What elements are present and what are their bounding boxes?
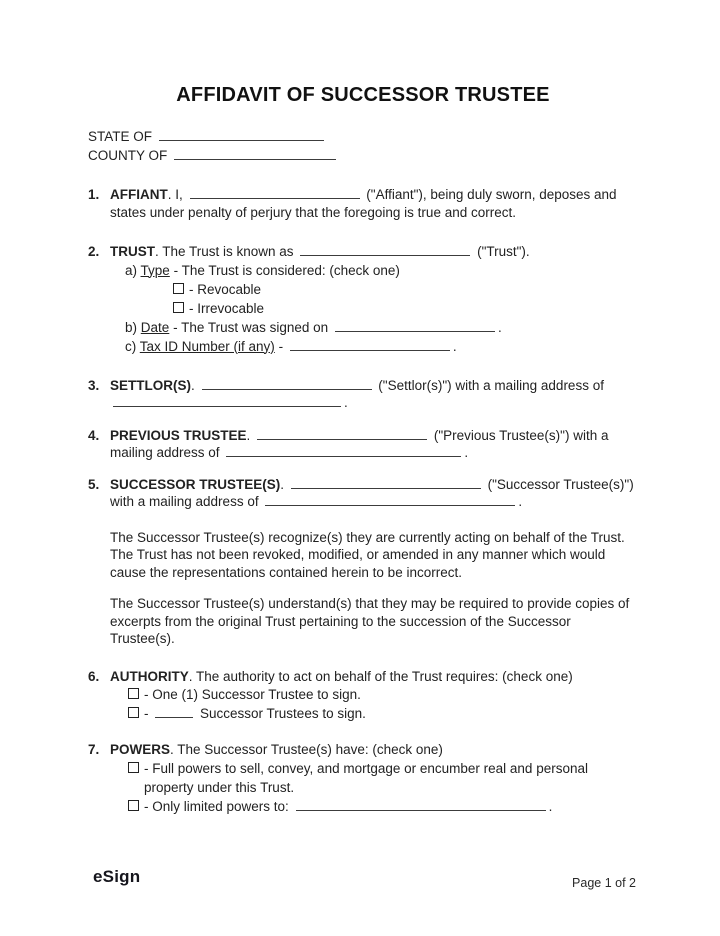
section-5-successor-trustee: 5. SUCCESSOR TRUSTEE(S). ("Successor Trustee(s)") with a mailing address of . [88,476,634,509]
previous-trustee-address-blank[interactable] [226,445,461,457]
trust-type-label: Type [140,262,170,278]
limited-powers-blank[interactable] [296,799,546,811]
trust-date-label: Date [140,319,170,335]
section-7-heading: POWERS [110,742,171,757]
settlor-address-blank[interactable] [113,395,341,407]
irrevocable-label: - Irrevocable [189,300,265,316]
section-7-number: 7. [88,742,100,757]
county-of-line [88,146,638,165]
revocable-checkbox[interactable] [173,283,184,294]
trust-taxid-line: c) Tax ID Number (if any) - . [125,338,457,354]
section-1-affiant: 1. AFFIANT. I, ("Affiant"), being duly sworn, deposes and states under penalty of perjury that the foregoing is true and correct. [88,187,617,220]
state-of-line [88,127,638,146]
irrevocable-option [173,299,638,318]
acknowledgment-paragraph-1: The Successor Trustee(s) recognize(s) they are currently acting on behalf of the Trust. The Trust has not been revoked, modified, or amended in any manner which would cause the representations contained herein to be incorrect. [110,529,625,580]
full-powers-label: - Full powers to sell, convey, and mortgage or encumber real and personal property under this Trust. [144,760,588,795]
affiant-name-blank[interactable] [190,187,360,199]
section-5-number: 5. [88,476,100,492]
section-2-heading: TRUST [110,244,155,259]
section-3-heading: SETTLOR(S) [110,377,191,393]
page-number: Page 1 of 2 [572,876,636,890]
revocable-option [173,280,638,299]
authority-option-multiple: - Successor Trustees to sign. [128,704,638,723]
section-1-heading: AFFIANT [110,187,168,202]
section-1-text: ("Affiant"), being duly sworn, deposes and states under penalty of perjury that the foregoing is true and correct. [110,187,617,220]
one-trustee-checkbox[interactable] [128,688,139,699]
esign-logo: eSign [93,867,141,886]
trust-date-blank[interactable] [335,320,495,332]
limited-powers-label: - Only limited powers to: [144,798,289,814]
trust-type-line: a) Type - The Trust is considered: (check one) [125,262,400,278]
section-6-heading: AUTHORITY [110,668,189,684]
venue-block [88,127,638,165]
county-of-label: COUNTY OF [88,148,168,163]
trust-name-blank[interactable] [300,244,470,256]
section-3-settlor: 3. SETTLOR(S). ("Settlor(s)") with a mailing address of . [88,377,604,410]
section-1-number: 1. [88,187,100,202]
section-2-trust [88,243,638,356]
settlor-name-blank[interactable] [202,378,372,390]
irrevocable-checkbox[interactable] [173,302,184,313]
page-title: AFFIDAVIT OF SUCCESSOR TRUSTEE [176,84,550,106]
trust-name-line: TRUST. The Trust is known as ("Trust"). [110,244,530,259]
authority-heading-line: AUTHORITY. The authority to act on behalf of the Trust requires: (check one) [110,668,573,684]
multiple-trustees-checkbox[interactable] [128,707,139,718]
section-7-powers [88,741,638,816]
multiple-trustees-label: Successor Trustees to sign. [200,706,366,721]
section-3-number: 3. [88,377,100,393]
powers-option-limited: - Only limited powers to: . [128,797,638,816]
section-5-heading: SUCCESSOR TRUSTEE(S) [110,476,281,492]
section-6-number: 6. [88,668,100,684]
revocable-label: - Revocable [189,281,262,297]
acknowledgment-paragraph-2: The Successor Trustee(s) understand(s) that they may be required to provide copies of excerpts from the original Trust pertaining to the succession of the Successor Trustee(s). [110,596,630,646]
section-4-number: 4. [88,427,100,443]
successor-trustee-address-blank[interactable] [265,494,515,506]
powers-heading-line: POWERS. The Successor Trustee(s) have: (check one) [110,742,443,757]
trust-date-line: b) Date - The Trust was signed on . [125,319,502,335]
successor-trustee-name-blank[interactable] [291,477,481,489]
previous-trustee-name-blank[interactable] [257,428,427,440]
section-4-previous-trustee: 4. PREVIOUS TRUSTEE. ("Previous Trustee(s)") with a mailing address of . [88,427,609,460]
section-4-heading: PREVIOUS TRUSTEE [110,427,247,443]
county-of-blank[interactable] [174,148,336,160]
section-2-number: 2. [88,244,100,259]
authority-option-one [128,685,638,704]
state-of-blank[interactable] [159,129,324,141]
full-powers-checkbox[interactable] [128,762,139,773]
trust-taxid-blank[interactable] [290,339,450,351]
trust-taxid-label: Tax ID Number (if any) [139,338,275,354]
limited-powers-checkbox[interactable] [128,800,139,811]
one-trustee-label: - One (1) Successor Trustee to sign. [144,687,361,702]
state-of-label: STATE OF [88,129,152,144]
trustee-count-blank[interactable] [155,706,193,718]
section-6-authority [88,668,638,724]
powers-option-full [128,759,638,797]
